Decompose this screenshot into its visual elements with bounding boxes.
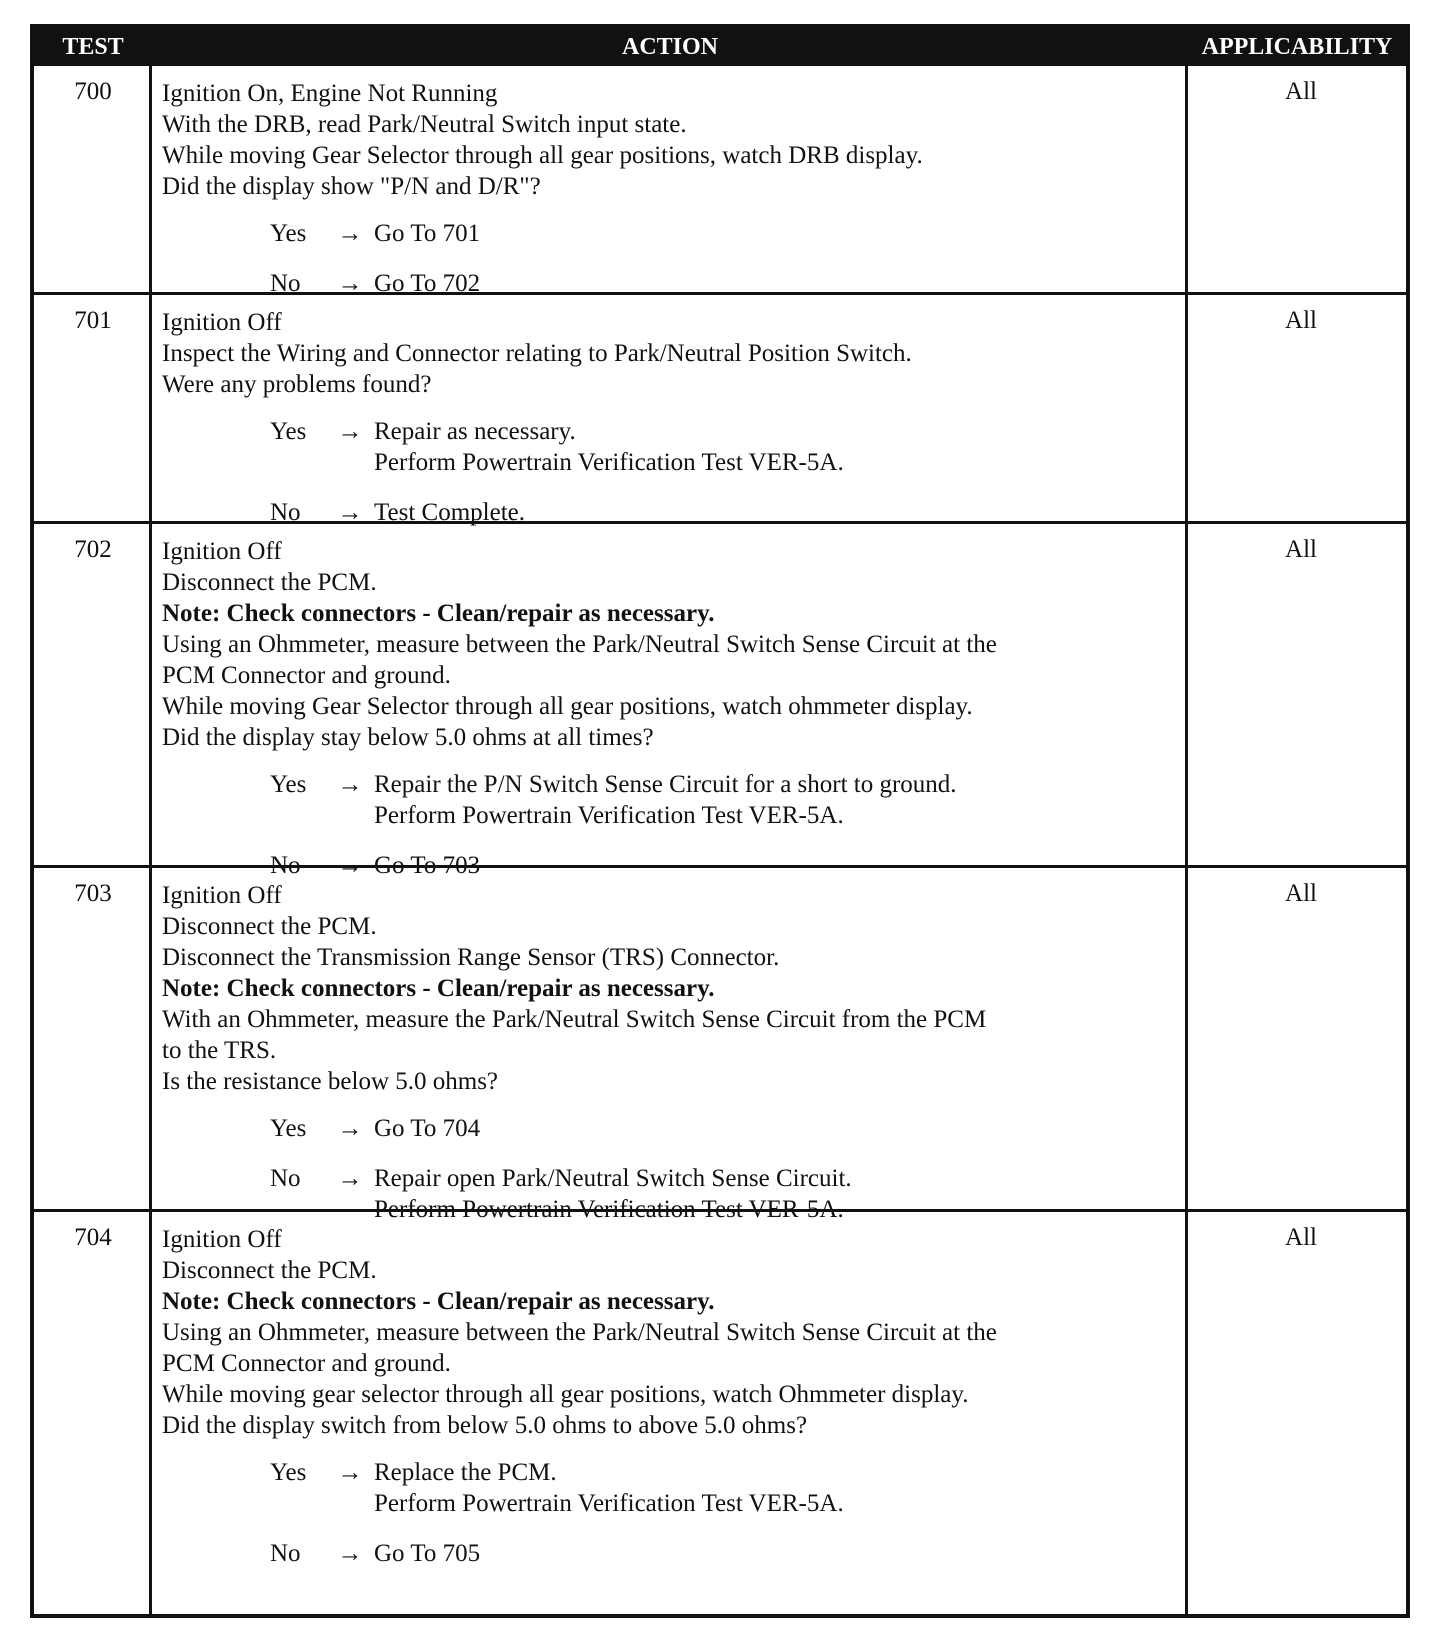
result-line: Go To 705 — [374, 1540, 481, 1567]
applicability-value: All — [1285, 307, 1317, 334]
arrow-icon: → — [337, 418, 363, 445]
action-line: Did the display show "P/N and D/R"? — [162, 173, 541, 200]
action-line: Using an Ohmmeter, measure between the Park/Neutral Switch Sense Circuit at the — [162, 631, 997, 658]
table-row — [34, 868, 1406, 1223]
note-line: Note: Check connectors - Clean/repair as necessary. — [162, 600, 715, 627]
note-line: Note: Check connectors - Clean/repair as necessary. — [162, 1288, 715, 1315]
result-text — [374, 218, 1186, 249]
table-row — [34, 524, 1406, 879]
action-line: Using an Ohmmeter, measure between the Park/Neutral Switch Sense Circuit at the — [162, 1319, 997, 1346]
arrow-icon: → — [337, 220, 363, 247]
arrow-icon: → — [337, 270, 363, 297]
result-label: No — [270, 270, 301, 297]
result-label: No — [270, 1165, 301, 1192]
result-label: Yes — [270, 220, 307, 247]
result-line: Repair as necessary. — [374, 418, 576, 445]
action-line: With the DRB, read Park/Neutral Switch input state. — [162, 111, 687, 138]
result-line: Go To 703 — [374, 852, 481, 879]
result-label: Yes — [270, 1115, 307, 1142]
result-text — [374, 1113, 1186, 1144]
result-item — [162, 1113, 1186, 1144]
header-applicability: APPLICABILITY — [1201, 34, 1393, 60]
action-line: Disconnect the PCM. — [162, 1257, 377, 1284]
header-test: TEST — [62, 34, 124, 60]
action-line: Ignition Off — [162, 538, 282, 565]
result-line: Replace the PCM. — [374, 1459, 557, 1486]
action-cell — [162, 307, 1186, 528]
action-cell — [162, 536, 1186, 881]
table-row — [34, 66, 1406, 295]
action-line: Disconnect the PCM. — [162, 913, 377, 940]
table-row — [34, 1212, 1406, 1614]
result-list — [162, 218, 1186, 299]
result-line: Perform Powertrain Verification Test VER-5A. — [374, 802, 844, 829]
applicability-value: All — [1285, 78, 1317, 105]
action-line: Disconnect the Transmission Range Sensor (TRS) Connector. — [162, 944, 780, 971]
result-item — [162, 769, 1186, 831]
result-line: Perform Powertrain Verification Test VER-5A. — [374, 1490, 844, 1517]
action-line: Inspect the Wiring and Connector relating to Park/Neutral Position Switch. — [162, 340, 912, 367]
arrow-icon: → — [337, 499, 363, 526]
result-item — [162, 416, 1186, 478]
result-label: No — [270, 499, 301, 526]
test-number: 703 — [74, 880, 112, 907]
arrow-icon: → — [337, 771, 363, 798]
action-line: Did the display switch from below 5.0 ohms to above 5.0 ohms? — [162, 1412, 808, 1439]
result-label: No — [270, 1540, 301, 1567]
action-line: Ignition Off — [162, 1226, 282, 1253]
result-item — [162, 1538, 1186, 1569]
result-line: Perform Powertrain Verification Test VER-5A. — [374, 1196, 844, 1223]
action-cell — [162, 880, 1186, 1225]
diagnostic-table — [30, 24, 1410, 1618]
action-line: Ignition Off — [162, 309, 282, 336]
result-label: No — [270, 852, 301, 879]
result-label: Yes — [270, 418, 307, 445]
table-header — [34, 28, 1406, 66]
test-number: 702 — [74, 536, 112, 563]
result-text — [374, 1457, 1186, 1519]
result-line: Perform Powertrain Verification Test VER-5A. — [374, 449, 844, 476]
test-number: 704 — [74, 1224, 112, 1251]
applicability-value: All — [1285, 1224, 1317, 1251]
result-text — [374, 416, 1186, 478]
result-label: Yes — [270, 771, 307, 798]
action-line: to the TRS. — [162, 1037, 277, 1064]
action-line: With an Ohmmeter, measure the Park/Neutral Switch Sense Circuit from the PCM — [162, 1006, 987, 1033]
result-label: Yes — [270, 1459, 307, 1486]
action-line: PCM Connector and ground. — [162, 1350, 451, 1377]
action-line: Ignition Off — [162, 882, 282, 909]
result-text — [374, 769, 1186, 831]
result-line: Go To 704 — [374, 1115, 481, 1142]
test-number: 701 — [74, 307, 112, 334]
result-line: Repair the P/N Switch Sense Circuit for a short to ground. — [374, 771, 957, 798]
action-line: Were any problems found? — [162, 371, 432, 398]
arrow-icon: → — [337, 1540, 363, 1567]
action-cell — [162, 78, 1186, 299]
applicability-value: All — [1285, 880, 1317, 907]
arrow-icon: → — [337, 1459, 363, 1486]
result-list — [162, 416, 1186, 528]
result-item — [162, 218, 1186, 249]
result-line: Test Complete. — [374, 499, 526, 526]
result-text — [374, 1538, 1186, 1569]
result-line: Go To 701 — [374, 220, 481, 247]
result-list — [162, 1113, 1186, 1225]
action-line: Ignition On, Engine Not Running — [162, 80, 498, 107]
action-line: Disconnect the PCM. — [162, 569, 377, 596]
table-row — [34, 295, 1406, 524]
arrow-icon: → — [337, 852, 363, 879]
action-line: PCM Connector and ground. — [162, 662, 451, 689]
action-line: While moving Gear Selector through all gear positions, watch DRB display. — [162, 142, 923, 169]
action-line: Is the resistance below 5.0 ohms? — [162, 1068, 499, 1095]
action-line: While moving Gear Selector through all gear positions, watch ohmmeter display. — [162, 693, 973, 720]
applicability-value: All — [1285, 536, 1317, 563]
arrow-icon: → — [337, 1165, 363, 1192]
result-list — [162, 769, 1186, 881]
action-line: While moving gear selector through all gear positions, watch Ohmmeter display. — [162, 1381, 969, 1408]
action-line: Did the display stay below 5.0 ohms at all times? — [162, 724, 654, 751]
header-action: ACTION — [621, 34, 718, 60]
result-item — [162, 1457, 1186, 1519]
result-line: Go To 702 — [374, 270, 481, 297]
result-line: Repair open Park/Neutral Switch Sense Circuit. — [374, 1165, 852, 1192]
action-cell — [162, 1224, 1186, 1569]
test-number: 700 — [74, 78, 112, 105]
arrow-icon: → — [337, 1115, 363, 1142]
result-list — [162, 1457, 1186, 1569]
note-line: Note: Check connectors - Clean/repair as necessary. — [162, 975, 715, 1002]
